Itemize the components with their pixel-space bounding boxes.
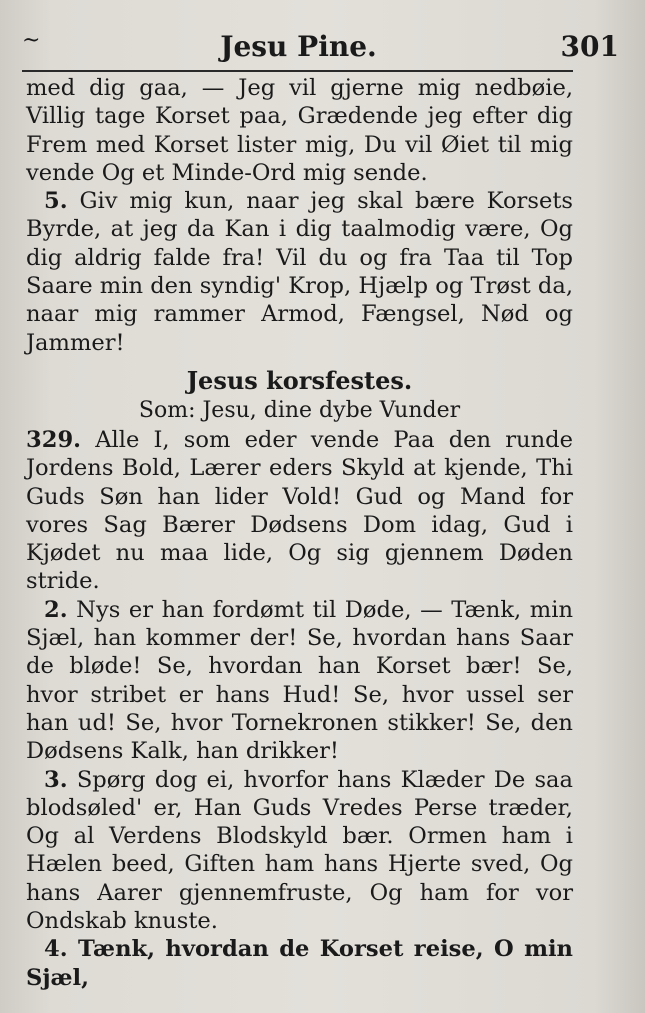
hymn-number: 329. — [26, 426, 82, 453]
verse-text: Giv mig kun, naar jeg skal bære Korsets Byrde, at jeg da Kan i dig taalmodig være, Og dig aldrig falde fra! Vil du og fra Taa til Top Saare min den syndig' Krop, Hjælp og Trøst da, naar mig rammer Armod, Fængsel, Nød og Jammer! — [26, 188, 573, 356]
continued-verse: med dig gaa, — Jeg vil gjerne mig nedbøie, Villig tage Korset paa, Grædende jeg efter dig Frem med Korset lister mig, Du vil Øiet til mig vende Og et Minde-Ord mig sende. — [26, 75, 573, 186]
verse-text: Alle I, som eder vende Paa den runde Jordens Bold, Lærer eders Skyld at kjende, Thi Guds Søn han lider Vold! Gud og Mand for vores Sag Bærer Dødsens Dom idag, Gud i Kjødet nu maa lide, Og sig gjennem Døden stride. — [26, 426, 573, 595]
verse-number: 3. — [44, 766, 68, 793]
verse-text: Spørg dog ei, hvorfor hans Klæder De saa blodsøled' er, Han Guds Vredes Perse træder, Og al Verdens Blodskyld bær. Ormen ham i Hælen beed, Giften ham hans Hjerte sved, Og hans Aarer gjennemfruste, Og ham for vor Ondskab knuste. — [26, 766, 573, 935]
hymn-329-verse-1 — [26, 426, 573, 596]
verse-text: Tænk, hvordan de Korset reise, O min Sjæl, — [26, 936, 573, 991]
header-rule — [22, 70, 573, 72]
header-mark: ~ — [22, 28, 41, 53]
verse-2 — [26, 596, 573, 766]
verse-5 — [26, 187, 573, 357]
page-header — [22, 24, 619, 64]
verse-3 — [26, 766, 573, 936]
page-body — [26, 74, 573, 992]
verse-text: Nys er han fordømt til Døde, — Tænk, min Sjæl, han kommer der! Se, hvordan hans Saar de bløde! Se, hvordan han Korset bær! Se, hvor stribet er hans Hud! Se, hvor ussel ser han ud! Se, hvor Tornekronen stikker! Se, den Dødsens Kalk, han drikker! — [26, 596, 573, 765]
page-number: 301 — [560, 30, 619, 63]
verse-number: 5. — [44, 188, 68, 215]
hymn-title: Jesus korsfestes. — [186, 365, 413, 395]
melody-line: Som: Jesu, dine dybe Vunder — [138, 397, 461, 423]
verse-number: 2. — [44, 596, 68, 623]
verse-4 — [26, 935, 573, 992]
verse-number: 4. — [44, 936, 68, 963]
running-title: Jesu Pine. — [220, 30, 377, 63]
